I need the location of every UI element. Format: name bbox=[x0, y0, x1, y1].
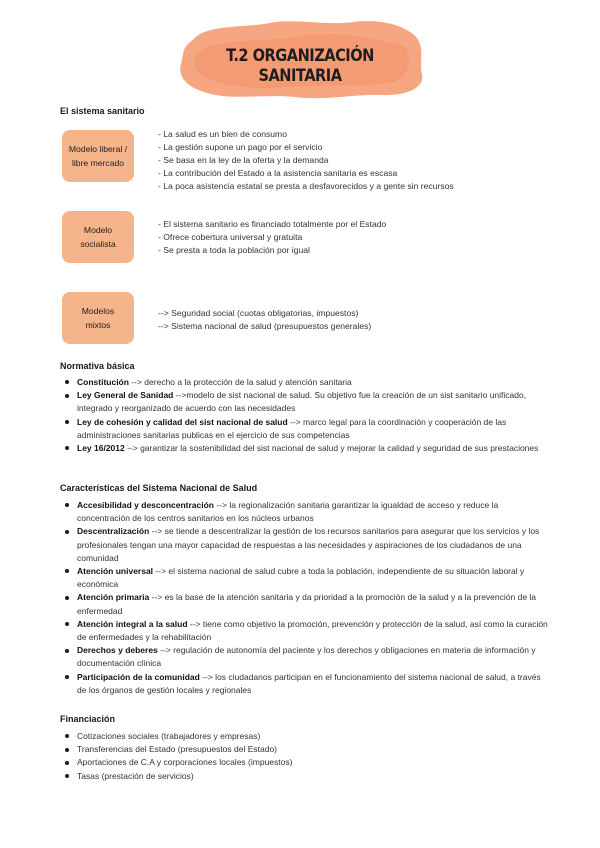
caracteristicas-list bbox=[60, 499, 550, 697]
list-item: Tasas (prestación de servicios) bbox=[60, 770, 550, 783]
model-points-socialista bbox=[158, 218, 386, 257]
section-heading-normativa: Normativa básica bbox=[60, 361, 135, 371]
section-heading-sistema: El sistema sanitario bbox=[60, 106, 145, 116]
item-text: --> la regionalización sanitaria garantizar la igualdad de acceso y reduce la concentración de los centros sanitarios en los núcleos urbanos bbox=[77, 500, 499, 524]
model-label: Modelo liberal / libre mercado bbox=[68, 144, 128, 168]
item-term: Atención integral a la salud bbox=[77, 618, 188, 629]
item-term: Ley General de Sanidad bbox=[77, 390, 174, 401]
list-item bbox=[60, 671, 550, 697]
model-point: --> Seguridad social (cuotas obligatorias, impuestos) bbox=[158, 308, 359, 318]
item-term: Derechos y deberes bbox=[77, 645, 158, 656]
page-title: T.2 ORGANIZACIÓN SANITARIA bbox=[226, 46, 374, 86]
model-box-mixtos bbox=[62, 292, 134, 344]
model-point: - La salud es un bien de consumo bbox=[158, 129, 287, 139]
list-item: Cotizaciones sociales (trabajadores y empresas) bbox=[60, 730, 550, 743]
list-item bbox=[60, 644, 550, 670]
list-item bbox=[60, 499, 550, 525]
item-term: Ley 16/2012 bbox=[77, 443, 125, 454]
list-item bbox=[60, 416, 550, 442]
list-item bbox=[60, 525, 550, 565]
item-text: --> regulación de autonomía del paciente y los derechos y obligaciones en materia de información y documentación clínica bbox=[77, 645, 536, 669]
model-points-mixtos bbox=[158, 307, 371, 333]
model-box-liberal bbox=[62, 130, 134, 182]
item-text: --> se tiende a descentralizar la gestión de los recursos sanitarios para asegurar que los servicios y los profesionales tengan una mayor capacidad de respuestas a las necesidades y aspiraciones de los ciudadanos de una comunidad bbox=[77, 526, 540, 563]
item-text: --> es la base de la atención sanitaria y da prioridad a la promoción de la salud y a la prevención de la enfermedad bbox=[77, 592, 537, 616]
item-text: --> derecho a la protección de la salud y atención sanitaria bbox=[128, 377, 352, 387]
list-item bbox=[60, 591, 550, 617]
model-point: --> Sistema nacional de salud (presupuestos generales) bbox=[158, 321, 372, 331]
model-point: - Ofrece cobertura universal y gratuita bbox=[158, 232, 303, 242]
model-point: - La poca asistencia estatal se presta a desfavorecidos y a gente sin recursos bbox=[158, 181, 454, 191]
normativa-list bbox=[60, 376, 550, 455]
model-points-liberal bbox=[158, 128, 454, 193]
list-item bbox=[60, 442, 550, 455]
item-text: --> los ciudadanos participan en el funcionamiento del sistema nacional de salud, a través de los órganos de gestión locales y regionales bbox=[77, 671, 541, 695]
model-point: - La gestión supone un pago por el servicio bbox=[158, 142, 323, 152]
model-point: - El sistema sanitario es financiado totalmente por el Estado bbox=[158, 219, 387, 229]
item-text: --> marco legal para la coordinación y cooperación de las administraciones sanitarias publicas en el ejercicio de sus competencias bbox=[77, 416, 507, 440]
list-item bbox=[60, 389, 550, 415]
model-box-socialista bbox=[62, 211, 134, 263]
item-text: -->modelo de sist nacional de salud. Su objetivo fue la creación de un sist sanitario unificado, integrado y reorganizado de acuerdo con las necesidades bbox=[77, 390, 527, 414]
list-item: Aportaciones de C.A y corporaciones locales (impuestos) bbox=[60, 756, 550, 769]
list-item bbox=[60, 376, 550, 389]
list-item bbox=[60, 618, 550, 644]
item-text: --> el sistema nacional de salud cubre a toda la población, independiente de su situación laboral y económica bbox=[77, 566, 525, 590]
financiacion-list bbox=[60, 730, 550, 783]
model-point: - Se basa en la ley de la oferta y la demanda bbox=[158, 155, 329, 165]
section-heading-caracteristicas: Características del Sistema Nacional de Salud bbox=[60, 483, 258, 493]
list-item bbox=[60, 565, 550, 591]
section-heading-financiacion: Financiación bbox=[60, 714, 116, 724]
item-term: Accesibilidad y desconcentración bbox=[77, 500, 214, 510]
item-text: --> tiene como objetivo la promoción, prevención y protección de la salud, así como la curación de enfermedades y la rehabilitación bbox=[77, 618, 548, 643]
title-banner bbox=[175, 18, 425, 102]
list-item: Transferencias del Estado (presupuestos del Estado) bbox=[60, 743, 550, 756]
model-label: Modelo socialista bbox=[80, 225, 116, 249]
item-term: Descentralización bbox=[77, 526, 150, 537]
model-point: - Se presta a toda la población por igual bbox=[158, 245, 310, 255]
item-text: --> garantizar la sostenibilidad del sist nacional de salud y mejorar la calidad y seguridad de sus prestaciones bbox=[124, 443, 539, 454]
item-term: Constitución bbox=[77, 377, 129, 387]
model-label: Modelos mixtos bbox=[81, 306, 115, 330]
item-term: Participación de la comunidad bbox=[77, 671, 200, 682]
item-term: Atención universal bbox=[77, 566, 154, 577]
model-point: - La contribución del Estado a la asistencia sanitaria es escasa bbox=[158, 168, 398, 178]
item-term: Atención primaria bbox=[77, 592, 150, 603]
item-term: Ley de cohesión y calidad del sist nacional de salud bbox=[77, 416, 288, 427]
